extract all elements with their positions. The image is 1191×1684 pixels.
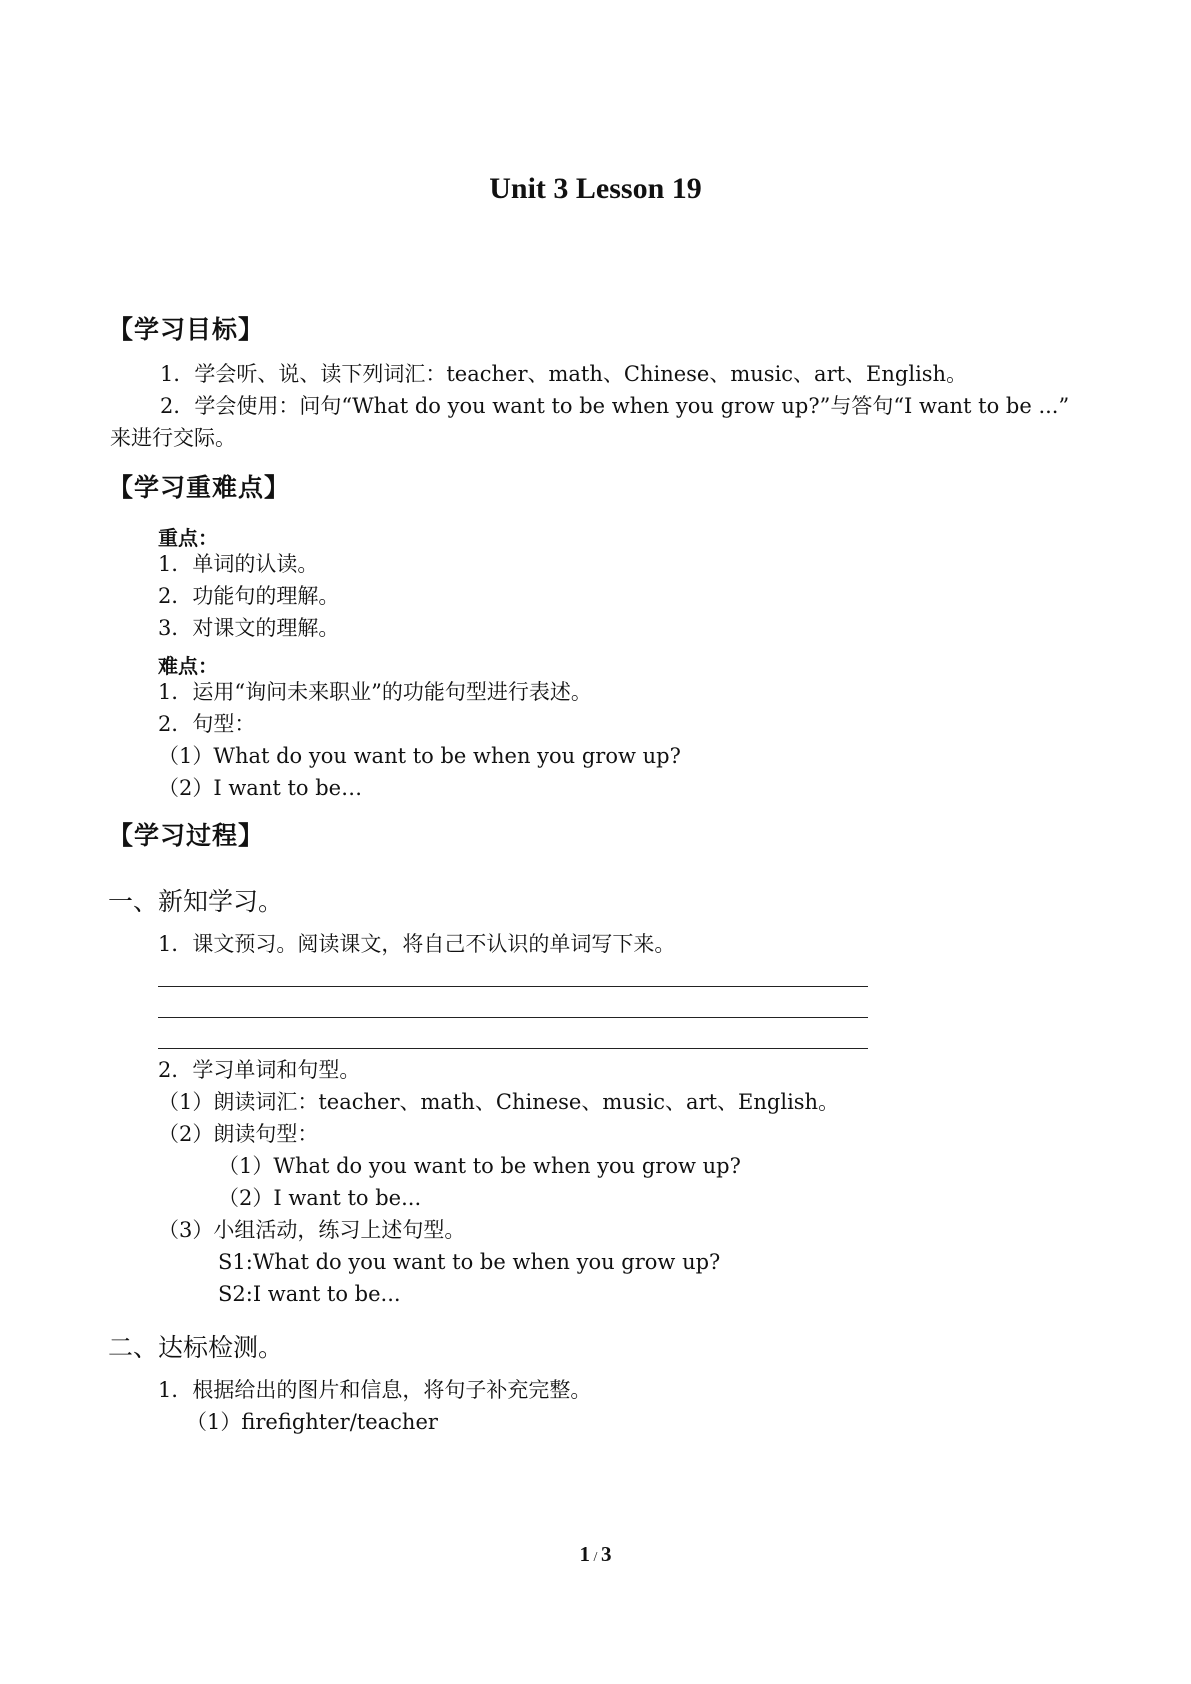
key-points-heading: 【学习重难点】 bbox=[108, 473, 291, 502]
difficulty-item: 2．句型： bbox=[158, 712, 256, 736]
objective-item-1: 1．学会听、说、读下列词汇：teacher、math、Chinese、music、art、English。 bbox=[160, 362, 968, 386]
answer-line bbox=[158, 986, 868, 987]
task2-item: （3）小组活动，练习上述句型。 bbox=[158, 1218, 466, 1242]
task2-item: （2）I want to be... bbox=[218, 1186, 422, 1210]
part2-task1-item: （1）firefighter/teacher bbox=[186, 1410, 438, 1434]
objectives-heading: 【学习目标】 bbox=[108, 315, 265, 344]
focus-item: 2．功能句的理解。 bbox=[158, 584, 340, 608]
part2-task1: 1．根据给出的图片和信息，将句子补充完整。 bbox=[158, 1378, 592, 1402]
part1-heading: 一、新知学习。 bbox=[108, 887, 284, 916]
difficulty-label: 难点： bbox=[158, 654, 218, 678]
task2-item: （2）朗读句型： bbox=[158, 1122, 319, 1146]
difficulty-item: （1）What do you want to be when you grow up? bbox=[158, 744, 681, 768]
task2-item: S2:I want to be... bbox=[218, 1282, 401, 1306]
focus-item: 3．对课文的理解。 bbox=[158, 616, 340, 640]
page-title: Unit 3 Lesson 19 bbox=[489, 172, 702, 205]
total-pages: 3 bbox=[600, 1542, 612, 1566]
page-number: 1 / 3 bbox=[579, 1542, 612, 1566]
difficulty-item: （2）I want to be… bbox=[158, 776, 363, 800]
task2-item: （1）What do you want to be when you grow up? bbox=[218, 1154, 741, 1178]
answer-line bbox=[158, 1017, 868, 1018]
task2-item: S1:What do you want to be when you grow up? bbox=[218, 1250, 721, 1274]
process-heading: 【学习过程】 bbox=[108, 821, 265, 850]
focus-label: 重点： bbox=[158, 526, 218, 550]
current-page: 1 bbox=[579, 1542, 591, 1566]
difficulty-item: 1．运用“询问未来职业”的功能句型进行表述。 bbox=[158, 680, 592, 704]
objective-item-2-cont: 来进行交际。 bbox=[110, 426, 236, 450]
part2-heading: 二、达标检测。 bbox=[108, 1333, 284, 1362]
part1-task1: 1．课文预习。阅读课文，将自己不认识的单词写下来。 bbox=[158, 932, 676, 956]
answer-line bbox=[158, 1048, 868, 1049]
objective-item-2: 2．学会使用：问句“What do you want to be when you grow up?”与答句“I want to be ...” bbox=[160, 394, 1070, 418]
task2-item: （1）朗读词汇：teacher、math、Chinese、music、art、English。 bbox=[158, 1090, 840, 1114]
part1-task2: 2．学习单词和句型。 bbox=[158, 1058, 361, 1082]
focus-item: 1．单词的认读。 bbox=[158, 552, 319, 576]
